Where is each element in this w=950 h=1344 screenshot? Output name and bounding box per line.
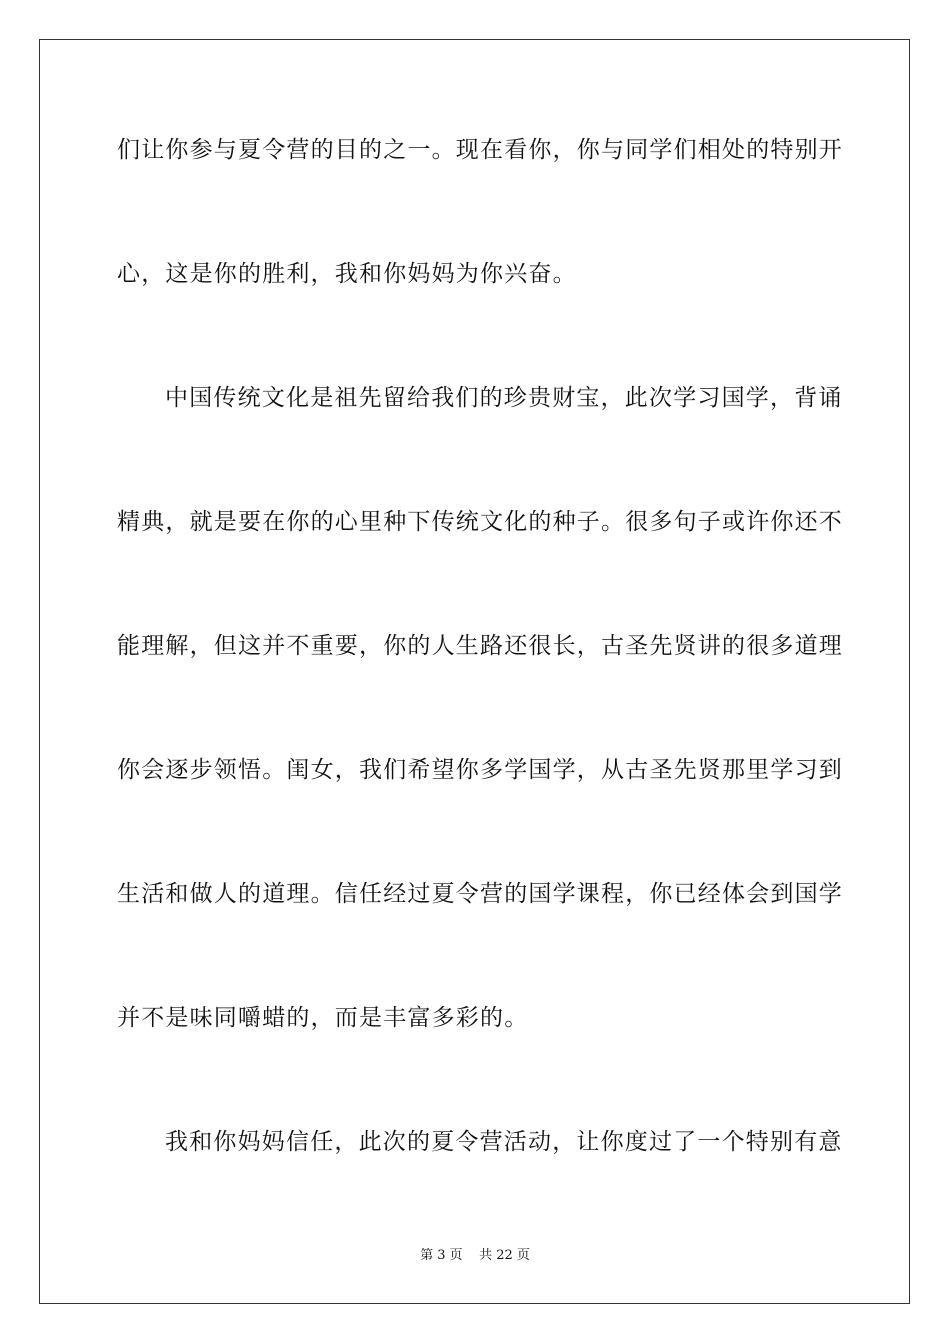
text-line: 并不是味同嚼蜡的，而是丰富多彩的。 xyxy=(117,1005,529,1031)
text-line: 你会逐步领悟。闺女，我们希望你多学国学，从古圣先贤那里学习到 xyxy=(117,757,843,783)
page-number-footer: 第 3 页 共 22 页 xyxy=(420,1248,530,1263)
paragraph-start-line: 我和你妈妈信任，此次的夏令营活动，让你度过了一个特别有意 xyxy=(165,1129,843,1155)
page-border xyxy=(39,39,910,1304)
text-line: 们让你参与夏令营的目的之一。现在看你，你与同学们相处的特别开 xyxy=(117,137,843,163)
text-line: 能理解，但这并不重要，你的人生路还很长，古圣先贤讲的很多道理 xyxy=(117,633,843,659)
text-line: 心，这是你的胜利，我和你妈妈为你兴奋。 xyxy=(117,261,577,287)
text-line: 精典，就是要在你的心里种下传统文化的种子。很多句子或许你还不 xyxy=(117,509,843,535)
text-line: 生活和做人的道理。信任经过夏令营的国学课程，你已经体会到国学 xyxy=(117,881,843,907)
paragraph-start-line: 中国传统文化是祖先留给我们的珍贵财宝，此次学习国学，背诵 xyxy=(165,385,843,411)
